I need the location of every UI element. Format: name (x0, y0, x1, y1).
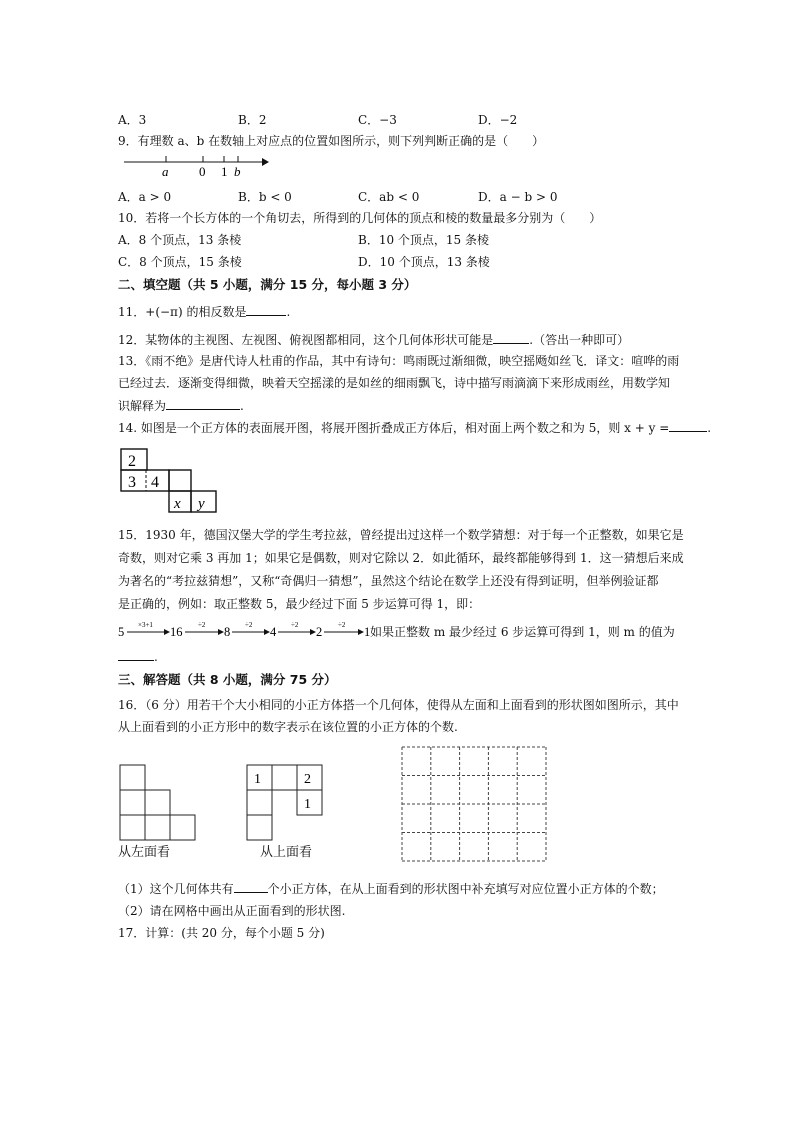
q15-num-1: 1 (364, 625, 370, 639)
q12: 12．某物体的主视图、左视图、俯视图都相同，这个几何体形状可能是 .（答出一种即可） (118, 333, 630, 347)
q15-line-4: 是正确的，例如：取正整数 5，最少经过下面 5 步运算可得 1，即： (118, 597, 481, 611)
q16-top-view (245, 763, 325, 841)
q10-option-a: A．8 个顶点，13 条棱 (118, 233, 242, 247)
q10-option-b: B．10 个顶点，15 条棱 (358, 233, 489, 247)
q15-line-2: 奇数，则对它乘 3 再加 1；如果它是偶数，则对它除以 2．如此循环，最终都能够得到 1．这一猜想后来成 (118, 551, 684, 565)
q16-top-number-2: 2 (304, 772, 311, 787)
q15-line-3: 为著名的“考拉兹猜想”，又称“奇偶归一猜想”，虽然这个结论在数学上还没有得到证明，但举例验证都 (118, 574, 659, 588)
q15-answer-line: . (118, 648, 158, 665)
q16-top-number-3: 1 (304, 797, 311, 812)
q16-line-1: 16．（6 分）用若干个大小相同的小正方体搭一个几何体，使得从左面和上面看到的形状图如图所示，其中 (118, 698, 679, 712)
q16-answer-grid (401, 746, 549, 864)
q16-sub-1: （1）这个几何体共有 个小正方体，在从上面看到的形状图中补充填写对应位置小正方体的个数； (118, 882, 664, 896)
q13-line-2: 已经过去．逐渐变得细微，映着天空摇漾的是如丝的细雨飘飞，诗中描写雨滴滴下来形成雨丝，用数学知 (118, 376, 671, 390)
q9-stem: 9．有理数 a、b 在数轴上对应点的位置如图所示，则下列判断正确的是（ ） (118, 134, 545, 148)
q14-cell-y: y (198, 496, 205, 512)
q9-option-d: D．a − b > 0 (478, 190, 558, 204)
q15-num-4: 4 (270, 625, 277, 639)
q16-sub-2: （2）请在网格中画出从正面看到的形状图. (118, 904, 346, 918)
q9-number-line (120, 150, 270, 180)
q13-line-3: 识解释为 . (118, 399, 244, 413)
q9-label-1: 1 (221, 164, 228, 179)
q16-top-number-1: 1 (254, 772, 261, 787)
q14-stem: 14. 如图是一个正方体的表面展开图，将展开图折叠成正方体后，相对面上两个数之和为 5，则 x + y = . (118, 421, 712, 435)
q15-num-2: 2 (316, 625, 323, 639)
q14-cell-2: 2 (128, 453, 136, 470)
q9-option-a: A．a > 0 (118, 190, 172, 204)
q14-cell-x: x (174, 496, 181, 512)
q8-option-c: C．−3 (358, 113, 397, 127)
q15-num-8: 8 (224, 625, 231, 639)
q15-num-16: 16 (170, 625, 183, 639)
q15-op-3: ÷2 (245, 621, 253, 629)
q9-option-c: C．ab < 0 (358, 190, 420, 204)
q11: 11．+(−π) 的相反数是 . (118, 305, 291, 319)
q15-num-5: 5 (118, 625, 125, 639)
q15-op-4: ÷2 (291, 621, 299, 629)
q16-line-2: 从上面看到的小正方形中的数字表示在该位置的小正方体的个数. (118, 720, 458, 734)
q16-top-view-caption: 从上面看 (260, 845, 313, 860)
section-3-title: 三、解答题（共 8 小题，满分 75 分） (118, 672, 337, 687)
q15-op-2: ÷2 (198, 621, 206, 629)
q10-option-d: D．10 个顶点，13 条棱 (358, 255, 490, 269)
section-2-title: 二、填空题（共 5 小题，满分 15 分，每小题 3 分） (118, 277, 417, 292)
q15-chain-tail: 如果正整数 m 最少经过 6 步运算可得到 1，则 m 的值为 (370, 625, 675, 639)
q16-left-view (118, 763, 198, 841)
q8-option-b: B．2 (238, 113, 267, 127)
q10-stem: 10．若将一个长方体的一个角切去，所得到的几何体的顶点和棱的数量最多分别为（ ） (118, 211, 602, 225)
q8-option-d: D．−2 (478, 113, 518, 127)
q9-option-b: B．b < 0 (238, 190, 292, 204)
q16-left-view-caption: 从左面看 (118, 845, 171, 860)
q9-label-0: 0 (199, 164, 206, 179)
q15-op-1: ×3+1 (138, 621, 153, 629)
q9-label-b: b (234, 164, 241, 179)
q10-option-c: C．8 个顶点，15 条棱 (118, 255, 242, 269)
q9-label-a: a (162, 164, 169, 179)
q14-cube-net (120, 448, 220, 514)
q17-stem: 17．计算：(共 20 分，每个小题 5 分) (118, 926, 325, 940)
q13-line-1: 13．《雨不绝》是唐代诗人杜甫的作品，其中有诗句：鸣雨既过渐细微，映空摇飏如丝飞．译文：喧哗的雨 (118, 354, 680, 368)
q15-line-1: 15．1930 年，德国汉堡大学的学生考拉兹，曾经提出过这样一个数学猜想：对于每一个正整数，如果它是 (118, 528, 684, 542)
q14-cell-4: 4 (151, 474, 159, 491)
q15-op-5: ÷2 (338, 621, 346, 629)
q15-chain (118, 618, 370, 642)
q8-option-a: A．3 (118, 113, 147, 127)
q14-cell-3: 3 (128, 474, 136, 491)
